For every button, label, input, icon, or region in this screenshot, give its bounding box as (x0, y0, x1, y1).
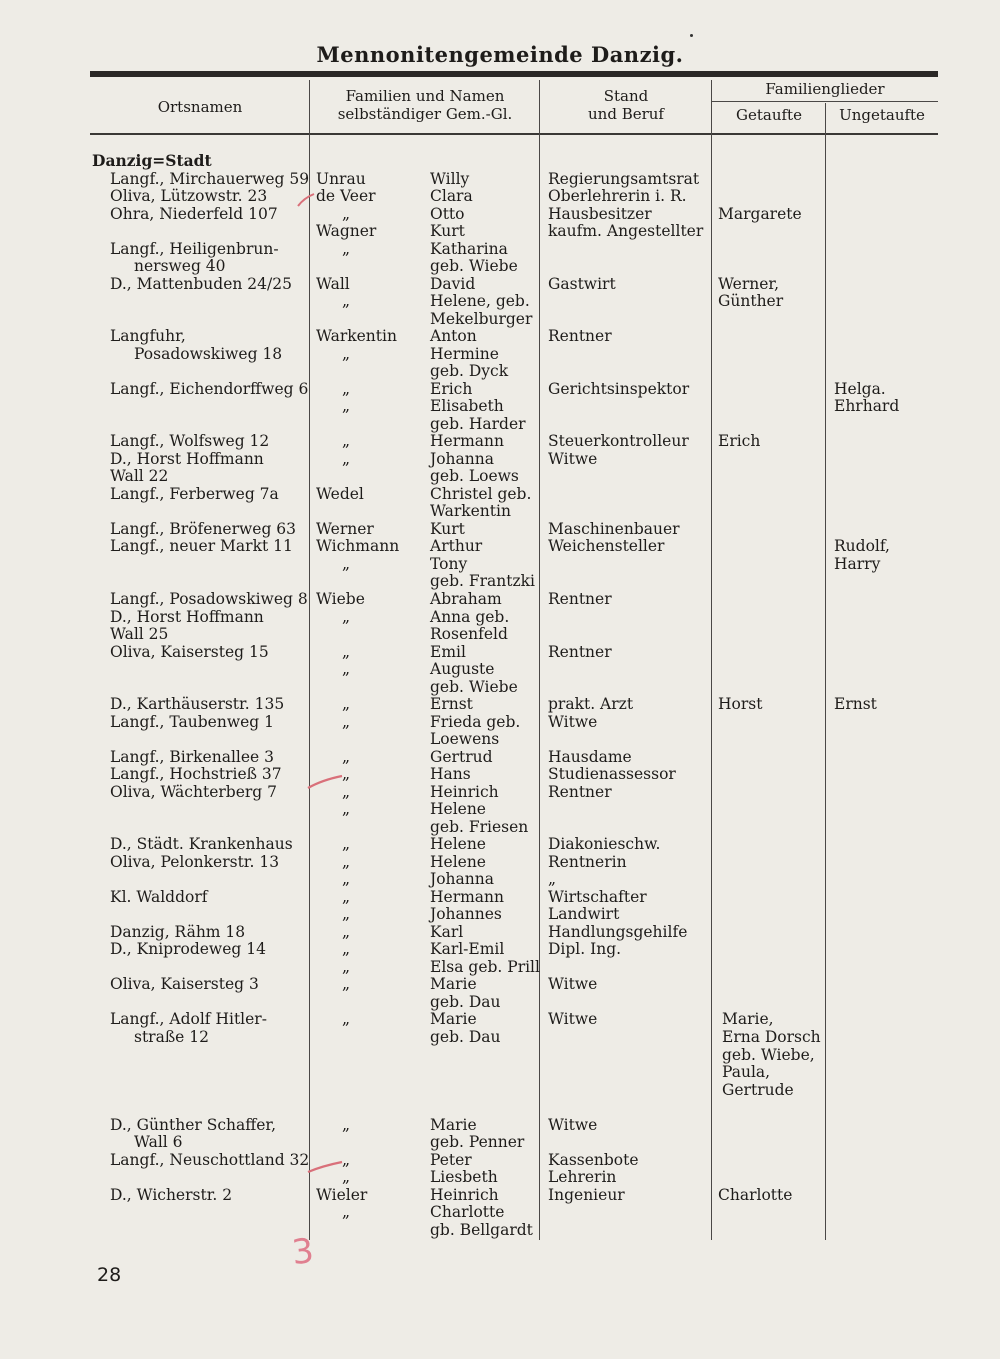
cell-ditto-mark: „ (342, 239, 351, 258)
cell-vorname: Marie (430, 1115, 477, 1134)
cell-vorname: Heinrich (430, 782, 499, 801)
cell-familienname: Wichmann (316, 537, 400, 556)
table-row (0, 205, 1000, 223)
cell-vorname: Erich (430, 379, 473, 398)
cell-getaufte: Charlotte (718, 1185, 793, 1204)
cell-ditto-mark: „ (342, 607, 351, 626)
cell-ortsname: Langf., Mirchauerweg 59 (110, 169, 310, 188)
cell-ortsname: Oliva, Wächterberg 7 (110, 782, 277, 801)
cell-vorname: Tony (430, 554, 468, 573)
cell-vorname: Mekelburger (430, 309, 533, 328)
header-rule (90, 133, 938, 135)
cell-vorname: Ernst (430, 695, 473, 714)
cell-getaufte: Werner, (718, 274, 780, 293)
header-stand-line1: Stand (603, 87, 649, 105)
cell-ortsname: D., Karthäuserstr. 135 (110, 695, 285, 714)
table-row (0, 993, 1000, 1011)
table-row (0, 678, 1000, 696)
cell-vorname: Johannes (430, 905, 502, 924)
cell-ortsname: Danzig=Stadt (92, 151, 212, 170)
table-row (0, 800, 1000, 818)
cell-ortsname: Posadowskiweg 18 (134, 344, 283, 363)
cell-vorname: Arthur (430, 537, 483, 556)
header-subdivider (712, 101, 938, 102)
cell-vorname: Helene, geb. (430, 292, 530, 311)
header-familienglieder: Familienglieder (765, 80, 885, 98)
table-row (0, 1203, 1000, 1221)
table-row (0, 1168, 1000, 1186)
cell-vorname: Anton (430, 327, 477, 346)
header-ortsnamen: Ortsnamen (157, 98, 243, 116)
cell-stand-beruf: Gastwirt (548, 274, 616, 293)
cell-vorname: Charlotte (430, 1203, 505, 1222)
cell-ditto-mark: „ (342, 782, 351, 801)
cell-vorname: David (430, 274, 476, 293)
cell-familienname: Werner (316, 519, 374, 538)
cell-ortsname: Oliva, Kaisersteg 3 (110, 975, 259, 994)
table-row (0, 537, 1000, 555)
cell-getaufte: Horst (718, 695, 763, 714)
cell-stand-beruf: Gerichtsinspektor (548, 379, 690, 398)
cell-ditto-mark: „ (342, 554, 351, 573)
cell-ditto-mark: „ (342, 292, 351, 311)
cell-vorname: Hermann (430, 887, 505, 906)
cell-stand-beruf: Maschinenbauer (548, 519, 680, 538)
page-title: Mennonitengemeinde Danzig. (316, 42, 684, 67)
cell-vorname: geb. Harder (430, 414, 526, 433)
table-row (0, 1028, 1000, 1046)
cell-ungetaufte: Ehrhard (834, 397, 900, 416)
cell-stand-beruf: kaufm. Angestellter (548, 222, 704, 241)
cell-ditto-mark: „ (342, 1115, 351, 1134)
cell-stand-beruf: Witwe (548, 712, 598, 731)
table-row (0, 380, 1000, 398)
cell-ditto-mark: „ (342, 975, 351, 994)
cell-ortsname: Langf., Adolf Hitler- (110, 1010, 267, 1029)
table-row (0, 170, 1000, 188)
cell-vorname: Johanna (430, 870, 494, 889)
header-familien-line1: Familien und Namen (345, 87, 505, 105)
cell-stand-beruf: Rentner (548, 782, 612, 801)
cell-vorname: geb. Dau (430, 992, 501, 1011)
cell-familienname: Wedel (316, 484, 364, 503)
cell-stand-beruf: Rentner (548, 590, 612, 608)
cell-ditto-mark: „ (342, 835, 351, 854)
cell-stand-beruf: Wirtschafter (548, 887, 647, 906)
table-row (0, 415, 1000, 433)
header-familien (310, 87, 540, 123)
table-row (0, 572, 1000, 590)
cell-stand-beruf: Rentnerin (548, 852, 627, 871)
cell-ditto-mark: „ (342, 1150, 351, 1169)
cell-ditto-mark: „ (342, 204, 351, 223)
cell-ortsname: Oliva, Pelonkerstr. 13 (110, 852, 280, 871)
cell-vorname: geb. Penner (430, 1133, 525, 1152)
cell-familienname: Unrau (316, 169, 366, 188)
table-row (0, 450, 1000, 468)
table-row (0, 485, 1000, 503)
cell-vorname: geb. Wiebe (430, 257, 518, 276)
cell-ditto-mark: „ (342, 852, 351, 871)
cell-vorname: Rosenfeld (430, 625, 508, 644)
cell-ortsname: Langf., Heiligenbrun- (110, 239, 279, 258)
cell-stand-beruf: Lehrerin (548, 1168, 617, 1187)
cell-stand-beruf: Steuerkontrolleur (548, 432, 689, 451)
cell-familienname: Wiebe (316, 590, 365, 608)
cell-getaufte: Marie, (722, 1010, 774, 1029)
cell-ditto-mark: „ (342, 1168, 351, 1187)
cell-stand-beruf: Studienassessor (548, 765, 676, 784)
cell-vorname: Karl-Emil (430, 940, 505, 959)
cell-vorname: Hermann (430, 432, 505, 451)
cell-ditto-mark: „ (342, 449, 351, 468)
cell-ortsname: Langf., Wolfsweg 12 (110, 432, 270, 451)
table-row (0, 713, 1000, 731)
ink-speck (690, 34, 693, 37)
cell-ditto-mark: „ (342, 660, 351, 679)
cell-vorname: Clara (430, 187, 473, 206)
cell-ortsname: Langf., Hochstrieß 37 (110, 765, 282, 784)
cell-ortsname: D., Mattenbuden 24/25 (110, 274, 292, 293)
cell-vorname: Johanna (430, 449, 494, 468)
table-row (0, 310, 1000, 328)
table-row (0, 940, 1000, 958)
table-row (0, 520, 1000, 538)
cell-vorname: Gertrud (430, 747, 493, 766)
header-stand (540, 87, 712, 123)
table-row (0, 397, 1000, 415)
cell-ortsname: Langf., Posadowskiweg 8 (110, 590, 308, 608)
cell-vorname: Auguste (430, 660, 495, 679)
cell-stand-beruf: Witwe (548, 1115, 598, 1134)
table-row (0, 923, 1000, 941)
cell-ungetaufte: Ernst (834, 695, 877, 714)
cell-vorname: geb. Friesen (430, 817, 529, 836)
cell-getaufte: Günther (718, 292, 784, 311)
cell-stand-beruf: Witwe (548, 1010, 598, 1029)
cell-stand-beruf: Landwirt (548, 905, 620, 924)
table-row (0, 888, 1000, 906)
cell-ditto-mark: „ (342, 344, 351, 363)
cell-ditto-mark: „ (342, 887, 351, 906)
table-row (0, 870, 1000, 888)
table-row (0, 555, 1000, 573)
table-row (0, 748, 1000, 766)
cell-vorname: Hans (430, 765, 471, 784)
cell-vorname: Loewens (430, 730, 500, 749)
table-row (0, 783, 1000, 801)
cell-stand-beruf: Oberlehrerin i. R. (548, 187, 687, 206)
cell-ungetaufte: Harry (834, 554, 881, 573)
cell-stand-beruf: Witwe (548, 975, 598, 994)
cell-ortsname: Wall 6 (134, 1133, 183, 1152)
cell-ditto-mark: „ (342, 905, 351, 924)
table-row (0, 502, 1000, 520)
cell-getaufte: Erna Dorsch (722, 1028, 821, 1046)
cell-vorname: geb. Dyck (430, 362, 509, 381)
cell-ortsname: Oliva, Lützowstr. 23 (110, 187, 268, 206)
cell-ortsname: straße 12 (134, 1028, 210, 1046)
cell-ditto-mark: „ (342, 1203, 351, 1222)
cell-familienname: Wagner (316, 222, 377, 241)
cell-ortsname: Langf., Neuschottland 32 (110, 1150, 310, 1169)
table-row (0, 240, 1000, 258)
table-row (0, 362, 1000, 380)
table-row (0, 765, 1000, 783)
cell-ortsname: D., Horst Hoffmann (110, 607, 264, 626)
table-row (0, 1116, 1000, 1134)
cell-ungetaufte: Helga. (834, 379, 886, 398)
top-rule (90, 71, 938, 77)
cell-vorname: Marie (430, 1010, 477, 1029)
table-row (0, 275, 1000, 293)
cell-ditto-mark: „ (342, 957, 351, 976)
cell-ditto-mark: „ (342, 800, 351, 819)
cell-stand-beruf: Ingenieur (548, 1185, 625, 1204)
header-stand-line2: und Beruf (588, 105, 664, 123)
cell-ditto-mark: „ (342, 870, 351, 889)
table-row (0, 187, 1000, 205)
table-row (0, 292, 1000, 310)
table-row (0, 905, 1000, 923)
cell-vorname: Kurt (430, 222, 465, 241)
cell-ortsname: Langf., Taubenweg 1 (110, 712, 274, 731)
cell-ortsname: Danzig, Rähm 18 (110, 922, 246, 941)
cell-familienname: de Veer (316, 187, 376, 206)
cell-vorname: Frieda geb. (430, 712, 521, 731)
cell-ditto-mark: „ (342, 940, 351, 959)
cell-familienname: Wieler (316, 1185, 368, 1204)
cell-stand-beruf: Witwe (548, 449, 598, 468)
cell-vorname: Peter (430, 1150, 472, 1169)
cell-ditto-mark: „ (342, 747, 351, 766)
cell-ortsname: Kl. Walddorf (110, 887, 208, 906)
cell-vorname: Marie (430, 975, 477, 994)
cell-ortsname: Ohra, Niederfeld 107 (110, 204, 278, 223)
cell-ditto-mark: „ (342, 642, 351, 661)
cell-ortsname: D., Kniprodeweg 14 (110, 940, 266, 959)
cell-getaufte: Gertrude (722, 1080, 794, 1099)
cell-ortsname: D., Städt. Krankenhaus (110, 835, 293, 854)
cell-ortsname: D., Horst Hoffmann (110, 449, 264, 468)
pencil-tick-2 (306, 770, 346, 792)
table-row (0, 1046, 1000, 1064)
cell-vorname: Karl (430, 922, 464, 941)
page-number: 28 (97, 1264, 122, 1286)
cell-stand-beruf: Rentner (548, 642, 612, 661)
table-row (0, 853, 1000, 871)
cell-ortsname: Langf., Bröfenerweg 63 (110, 519, 297, 538)
cell-ortsname: Langf., Birkenallee 3 (110, 747, 274, 766)
header-familien-line2: selbständiger Gem.-Gl. (337, 105, 513, 123)
cell-ortsname: Wall 25 (110, 625, 169, 644)
cell-vorname: Willy (430, 169, 470, 188)
cell-ortsname: nersweg 40 (134, 257, 226, 276)
cell-stand-beruf: Diakonieschw. (548, 835, 661, 854)
cell-stand-beruf: Rentner (548, 327, 612, 346)
table-row (0, 590, 1000, 608)
cell-vorname: Warkentin (430, 502, 511, 521)
table-row (0, 1133, 1000, 1151)
cell-stand-beruf: Hausbesitzer (548, 204, 652, 223)
cell-stand-beruf: Dipl. Ing. (548, 940, 622, 959)
cell-vorname: Liesbeth (430, 1168, 498, 1187)
table-row (0, 958, 1000, 976)
cell-stand-beruf: „ (548, 870, 557, 889)
cell-vorname: geb. Wiebe (430, 677, 518, 696)
cell-vorname: geb. Frantzki (430, 572, 536, 591)
cell-ortsname: D., Wicherstr. 2 (110, 1185, 233, 1204)
table-row (0, 152, 1000, 170)
cell-vorname: geb. Dau (430, 1028, 501, 1046)
table-row (0, 222, 1000, 240)
cell-stand-beruf: Regierungsamtsrat (548, 169, 700, 188)
table-row (0, 327, 1000, 345)
cell-vorname: Kurt (430, 519, 465, 538)
cell-ortsname: Wall 22 (110, 467, 169, 486)
cell-ortsname: Langfuhr, (110, 327, 186, 346)
cell-vorname: Elisabeth (430, 397, 504, 416)
cell-ditto-mark: „ (342, 712, 351, 731)
cell-familienname: Warkentin (316, 327, 397, 346)
cell-ditto-mark: „ (342, 695, 351, 714)
cell-vorname: Katharina (430, 239, 508, 258)
cell-vorname: Hermine (430, 344, 499, 363)
cell-getaufte: Erich (718, 432, 761, 451)
cell-vorname: Elsa geb. Prill (430, 957, 540, 976)
table-row (0, 818, 1000, 836)
cell-ditto-mark: „ (342, 922, 351, 941)
table-row (0, 345, 1000, 363)
pencil-tick-1 (294, 190, 318, 210)
table-row (0, 1221, 1000, 1239)
table-row (0, 432, 1000, 450)
table-row (0, 625, 1000, 643)
cell-ungetaufte: Rudolf, (834, 537, 890, 556)
table-row (0, 975, 1000, 993)
cell-getaufte: Paula, (722, 1063, 771, 1082)
cell-ortsname: Oliva, Kaisersteg 15 (110, 642, 269, 661)
cell-vorname: Anna geb. (430, 607, 510, 626)
cell-vorname: Helene (430, 835, 486, 854)
cell-vorname: Otto (430, 204, 465, 223)
cell-stand-beruf: Hausdame (548, 747, 632, 766)
pencil-tick-3 (306, 1154, 346, 1176)
cell-vorname: gb. Bellgardt (430, 1220, 533, 1239)
cell-ortsname: Langf., Eichendorffweg 6 (110, 379, 309, 398)
cell-vorname: Abraham (430, 590, 502, 608)
cell-vorname: geb. Loews (430, 467, 519, 486)
table-row (0, 695, 1000, 713)
header-ungetaufte: Ungetaufte (839, 106, 925, 124)
cell-stand-beruf: Kassenbote (548, 1150, 639, 1169)
cell-vorname: Helene (430, 800, 486, 819)
cell-ditto-mark: „ (342, 1010, 351, 1029)
table-row (0, 1151, 1000, 1169)
cell-ortsname: Langf., neuer Markt 11 (110, 537, 293, 556)
table-row (0, 257, 1000, 275)
cell-ortsname: D., Günther Schaffer, (110, 1115, 277, 1134)
cell-vorname: Christel geb. (430, 484, 532, 503)
cell-stand-beruf: Handlungsgehilfe (548, 922, 688, 941)
cell-vorname: Helene (430, 852, 486, 871)
cell-ditto-mark: „ (342, 765, 351, 784)
header-getaufte: Getaufte (736, 106, 802, 124)
table-row (0, 660, 1000, 678)
table-row (0, 643, 1000, 661)
cell-vorname: Heinrich (430, 1185, 499, 1204)
table-row (0, 1098, 1000, 1116)
table-row (0, 1010, 1000, 1028)
pencil-number-mark: 3 (289, 1230, 316, 1274)
table-row (0, 1063, 1000, 1081)
cell-getaufte: Margarete (718, 204, 802, 223)
cell-ortsname: Langf., Ferberweg 7a (110, 484, 279, 503)
cell-ditto-mark: „ (342, 379, 351, 398)
table-row (0, 730, 1000, 748)
table-row (0, 467, 1000, 485)
cell-getaufte: geb. Wiebe, (722, 1045, 815, 1064)
table-row (0, 1186, 1000, 1204)
cell-stand-beruf: prakt. Arzt (548, 695, 634, 714)
cell-stand-beruf: Weichensteller (548, 537, 665, 556)
cell-ditto-mark: „ (342, 432, 351, 451)
cell-vorname: Emil (430, 642, 466, 661)
table-row (0, 608, 1000, 626)
table-row (0, 835, 1000, 853)
cell-ditto-mark: „ (342, 397, 351, 416)
cell-familienname: Wall (316, 274, 350, 293)
table-row (0, 1081, 1000, 1099)
